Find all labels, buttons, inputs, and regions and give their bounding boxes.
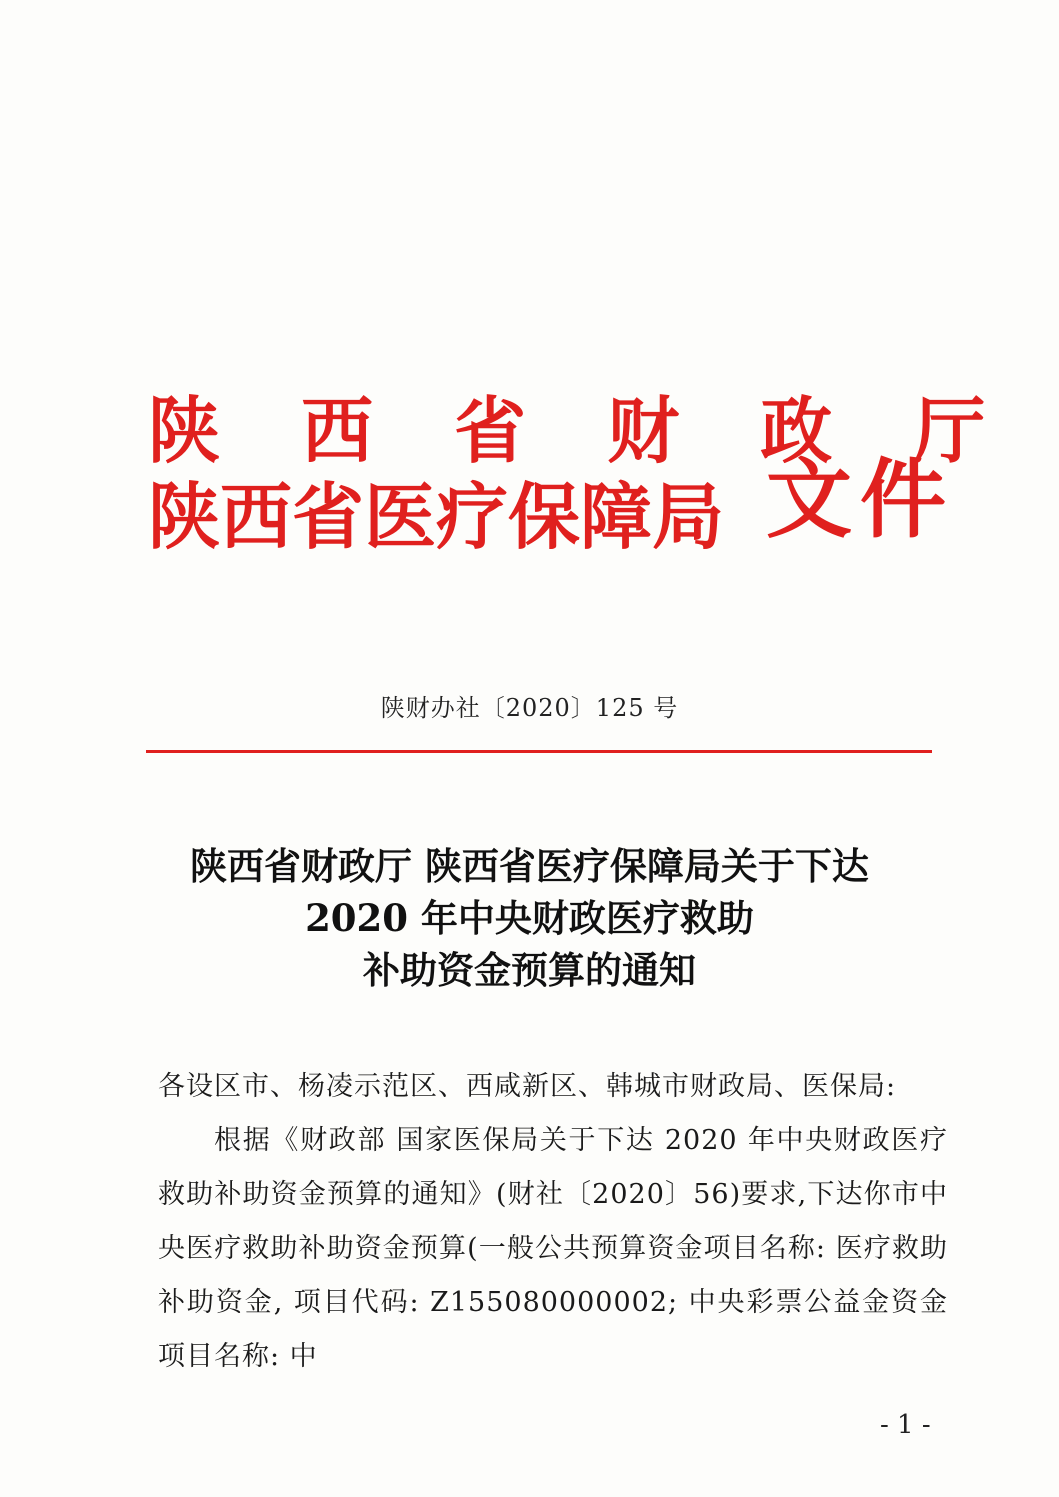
red-divider-line	[146, 750, 932, 753]
document-body	[158, 1060, 948, 1384]
page-number: - 1 -	[880, 1410, 931, 1440]
salutation: 各设区市、杨凌示范区、西咸新区、韩城市财政局、医保局:	[158, 1071, 897, 1102]
title-line-1: 陕西省财政厅 陕西省医疗保障局关于下达	[190, 844, 869, 888]
title-line-2: 2020 年中央财政医疗救助	[305, 896, 754, 940]
body-paragraph: 根据《财政部 国家医保局关于下达 2020 年中央财政医疗救助补助资金预算的通知》(财社〔2020〕56)要求,下达你市中央医疗救助补助资金预算(一般公共预算资金项目名称: 医疗救助补助资金, 项目代码: Z155080000002; 中央彩票公益金资金项目名称: 中	[158, 1125, 948, 1372]
issuer-medical-security-bureau: 陕西省医疗保障局	[148, 475, 725, 559]
issuer-finance-department: 陕 西 省 财 政 厅	[148, 389, 1014, 473]
title-line-3: 补助资金预算的通知	[363, 948, 696, 992]
document-number: 陕财办社〔2020〕125 号	[380, 694, 679, 722]
document-title	[0, 840, 1059, 996]
document-type-label: 文件	[766, 450, 954, 550]
